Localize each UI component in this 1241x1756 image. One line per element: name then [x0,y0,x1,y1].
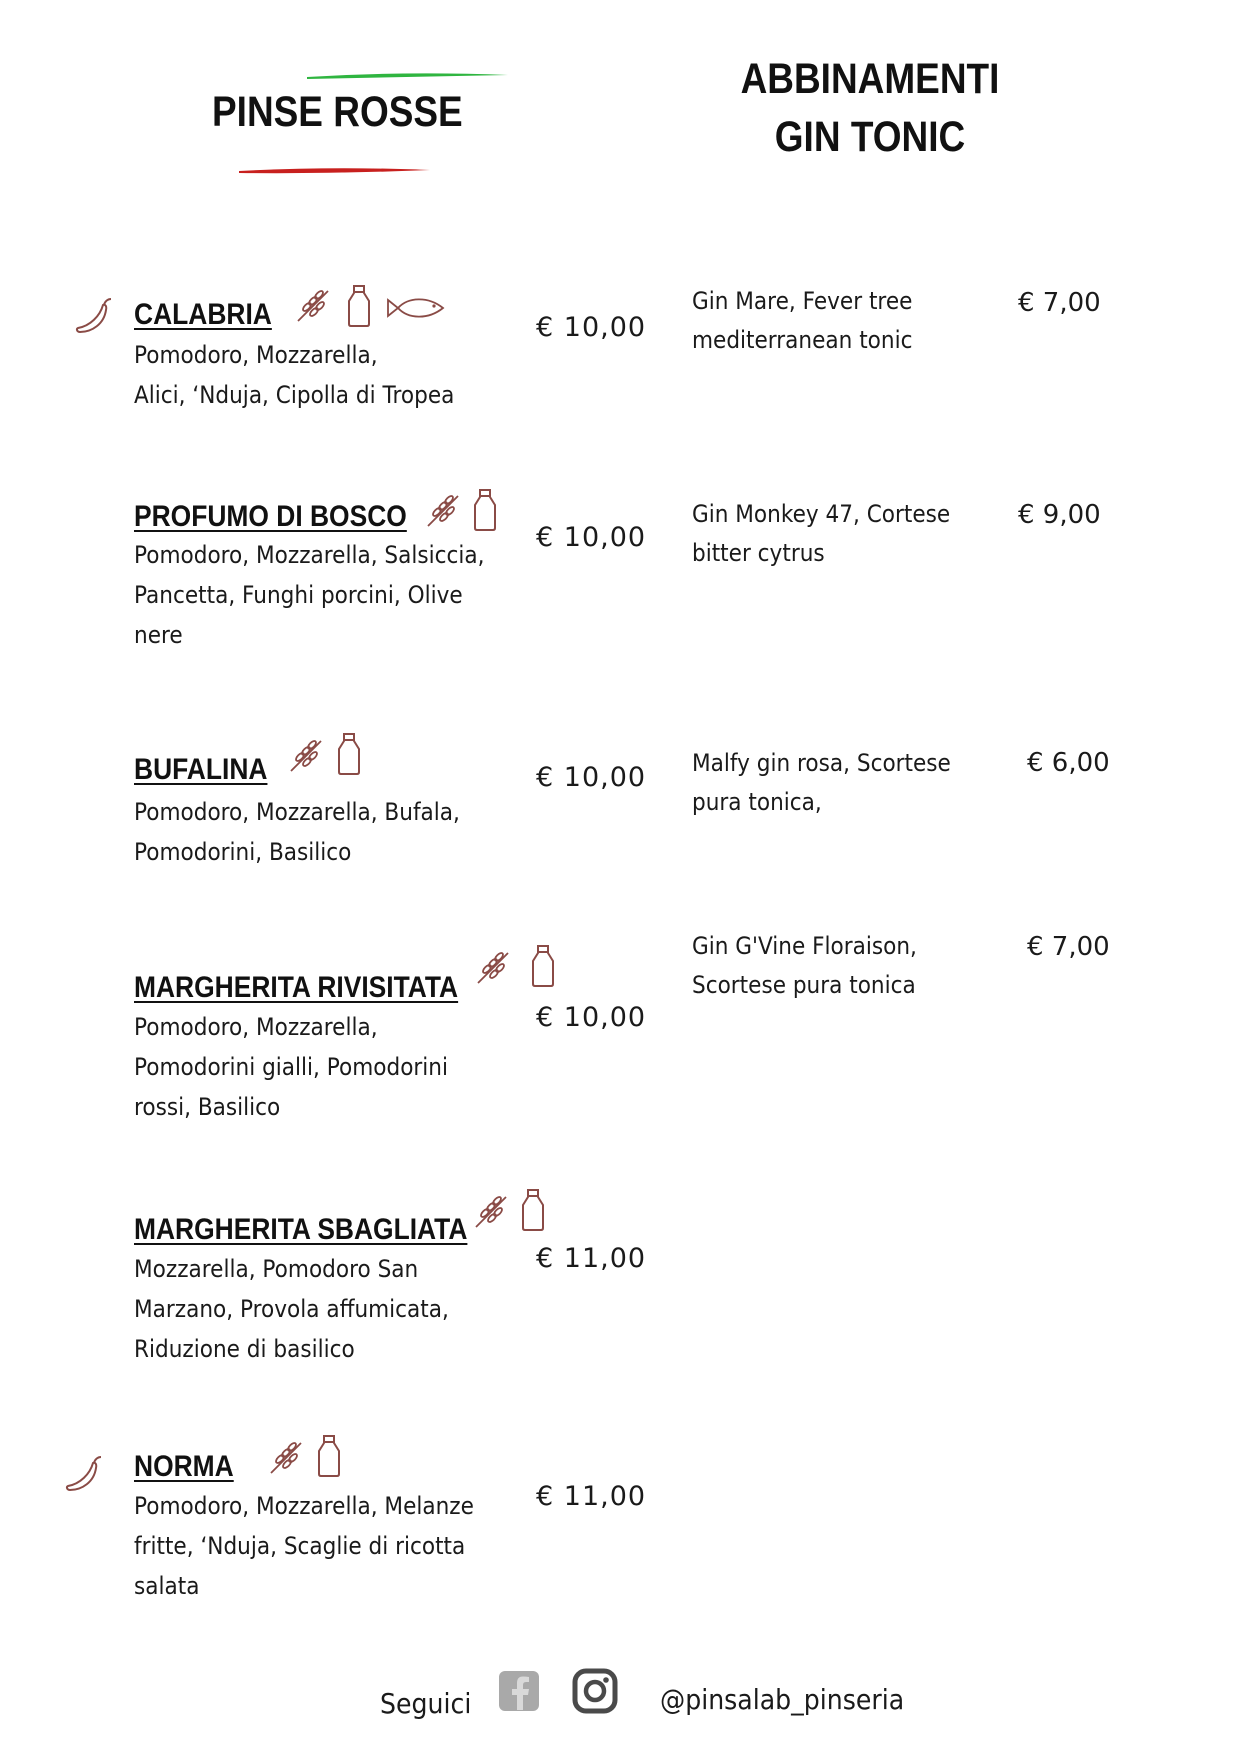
social-handle[interactable]: @pinsalab_pinseria [660,1683,905,1716]
pinsa-description [134,1249,449,1369]
description-line: fritte, ‘Nduja, Scaglie di ricotta [134,1532,466,1560]
gin-line: mediterranean tonic [692,326,913,354]
fish-icon [386,294,446,322]
gin-price: € 6,00 [1027,748,1110,778]
gin-price: € 7,00 [1027,932,1110,962]
description-line: Pomodoro, Mozzarella, Melanze [134,1492,474,1520]
gin-price: € 7,00 [1018,288,1101,318]
description-line: Pomodoro, Mozzarella, [134,341,378,369]
pinsa-name: MARGHERITA RIVISITATA [134,971,459,1004]
gin-price: € 9,00 [1018,500,1101,530]
pairing-title [707,50,1034,166]
wheat-icon [425,493,461,529]
gin-description [692,282,912,360]
pinsa-name: BUFALINA [134,753,268,786]
description-line: Pomodoro, Mozzarella, [134,1013,378,1041]
description-line: Pomodoro, Mozzarella, Salsiccia, [134,541,485,569]
milk-bottle-icon [346,284,372,328]
gin-line: pura tonica, [692,788,822,816]
description-line: Pomodorini gialli, Pomodorini [134,1053,449,1081]
wheat-icon [295,288,331,324]
milk-bottle-icon [520,1188,546,1232]
description-line: Alici, ‘Nduja, Cipolla di Tropea [134,381,455,409]
milk-bottle-icon [336,732,362,776]
pinsa-description [134,335,454,415]
description-line: Riduzione di basilico [134,1335,355,1363]
gin-description [692,927,917,1005]
description-line: salata [134,1572,200,1600]
pinsa-price: € 11,00 [536,1481,647,1512]
milk-bottle-icon [472,488,498,532]
instagram-icon[interactable] [572,1668,618,1714]
gin-line: bitter cytrus [692,539,825,567]
follow-label: Seguici [380,1687,472,1720]
pairing-title-line-2: GIN TONIC [774,113,966,161]
gin-line: Scortese pura tonica [692,971,916,999]
description-line: Mozzarella, Pomodoro San [134,1255,419,1283]
pinsa-description [134,1007,448,1127]
pinsa-description [134,1486,474,1606]
gin-line: Gin G'Vine Floraison, [692,932,917,960]
gin-line: Gin Mare, Fever tree [692,287,913,315]
pinsa-price: € 10,00 [536,312,647,343]
description-line: Marzano, Provola affumicata, [134,1295,449,1323]
pinsa-price: € 11,00 [536,1243,647,1274]
gin-description [692,495,950,573]
chili-pepper-icon [64,1454,104,1496]
pinsa-price: € 10,00 [536,1002,647,1033]
description-line: nere [134,621,183,649]
description-line: Pomodoro, Mozzarella, Bufala, [134,798,460,826]
milk-bottle-icon [316,1434,342,1478]
description-line: Pomodorini, Basilico [134,838,352,866]
pinsa-description [134,535,484,655]
pinsa-name: NORMA [134,1450,234,1483]
pinsa-name: PROFUMO DI BOSCO [134,500,407,533]
wheat-icon [473,1194,509,1230]
pinsa-name: MARGHERITA SBAGLIATA [134,1213,468,1246]
gin-description [692,744,951,822]
pinsa-description [134,792,460,872]
flag-red-stroke [237,165,432,177]
wheat-icon [288,738,324,774]
flag-green-stroke [305,70,510,82]
pinsa-name: CALABRIA [134,298,272,331]
chili-pepper-icon [74,296,114,338]
wheat-icon [475,950,511,986]
facebook-icon[interactable] [498,1670,540,1712]
milk-bottle-icon [530,944,556,988]
pinsa-price: € 10,00 [536,762,647,793]
pinsa-price: € 10,00 [536,522,647,553]
description-line: rossi, Basilico [134,1093,281,1121]
gin-line: Gin Monkey 47, Cortese [692,500,951,528]
description-line: Pancetta, Funghi porcini, Olive [134,581,463,609]
wheat-icon [268,1440,304,1476]
pairing-title-line-1: ABBINAMENTI [740,55,1000,103]
gin-line: Malfy gin rosa, Scortese [692,749,951,777]
section-title: PINSE ROSSE [212,88,463,136]
